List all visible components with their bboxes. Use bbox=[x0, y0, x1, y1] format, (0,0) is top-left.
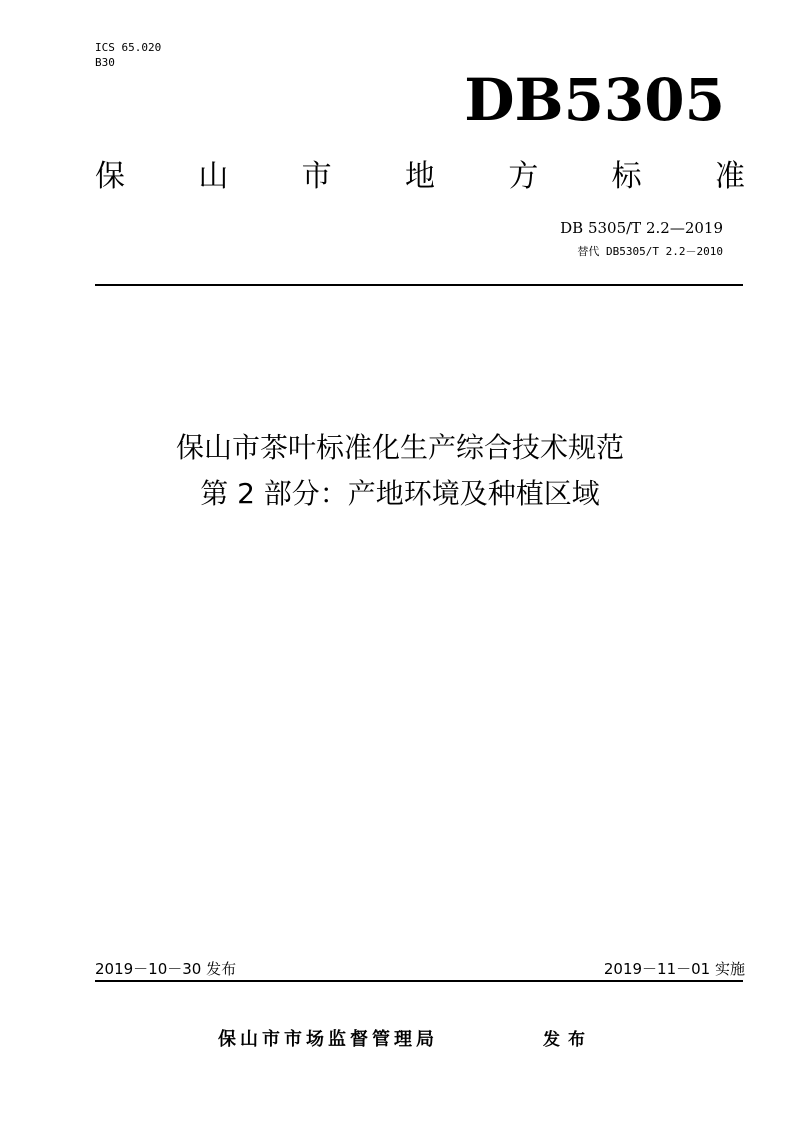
classification-block bbox=[95, 40, 161, 70]
issuer-name: 保山市市场监督管理局 bbox=[218, 1029, 438, 1050]
standard-type-char: 准 bbox=[714, 159, 745, 194]
date-row bbox=[95, 958, 745, 980]
document-title-line-1: 保山市茶叶标准化生产综合技术规范 bbox=[175, 431, 624, 464]
standard-type-char: 保 bbox=[95, 159, 125, 194]
standard-type-char: 方 bbox=[508, 159, 539, 194]
footer-divider bbox=[95, 980, 743, 982]
standard-number: DB 5305/T 2.2—2019 bbox=[560, 219, 723, 237]
replaces-note: 替代 DB5305/T 2.2－2010 bbox=[577, 245, 723, 258]
release-date: 2019－10－30 发布 bbox=[95, 960, 237, 978]
standard-type-char: 地 bbox=[404, 159, 435, 194]
standard-type-heading bbox=[95, 157, 745, 197]
ics-code: ICS 65.020 bbox=[95, 41, 162, 54]
standard-type-char: 标 bbox=[611, 159, 642, 194]
standard-type-char: 市 bbox=[301, 159, 332, 194]
standard-code-logo: DB5305 bbox=[464, 66, 725, 134]
implement-date: 2019－11－01 实施 bbox=[603, 960, 745, 978]
ccs-code: B30 bbox=[95, 56, 115, 69]
issue-label: 发布 bbox=[543, 1030, 593, 1050]
document-title-line-2: 第 2 部分：产地环境及种植区域 bbox=[200, 477, 600, 510]
standard-type-char: 山 bbox=[198, 159, 229, 194]
header-divider bbox=[95, 284, 743, 286]
